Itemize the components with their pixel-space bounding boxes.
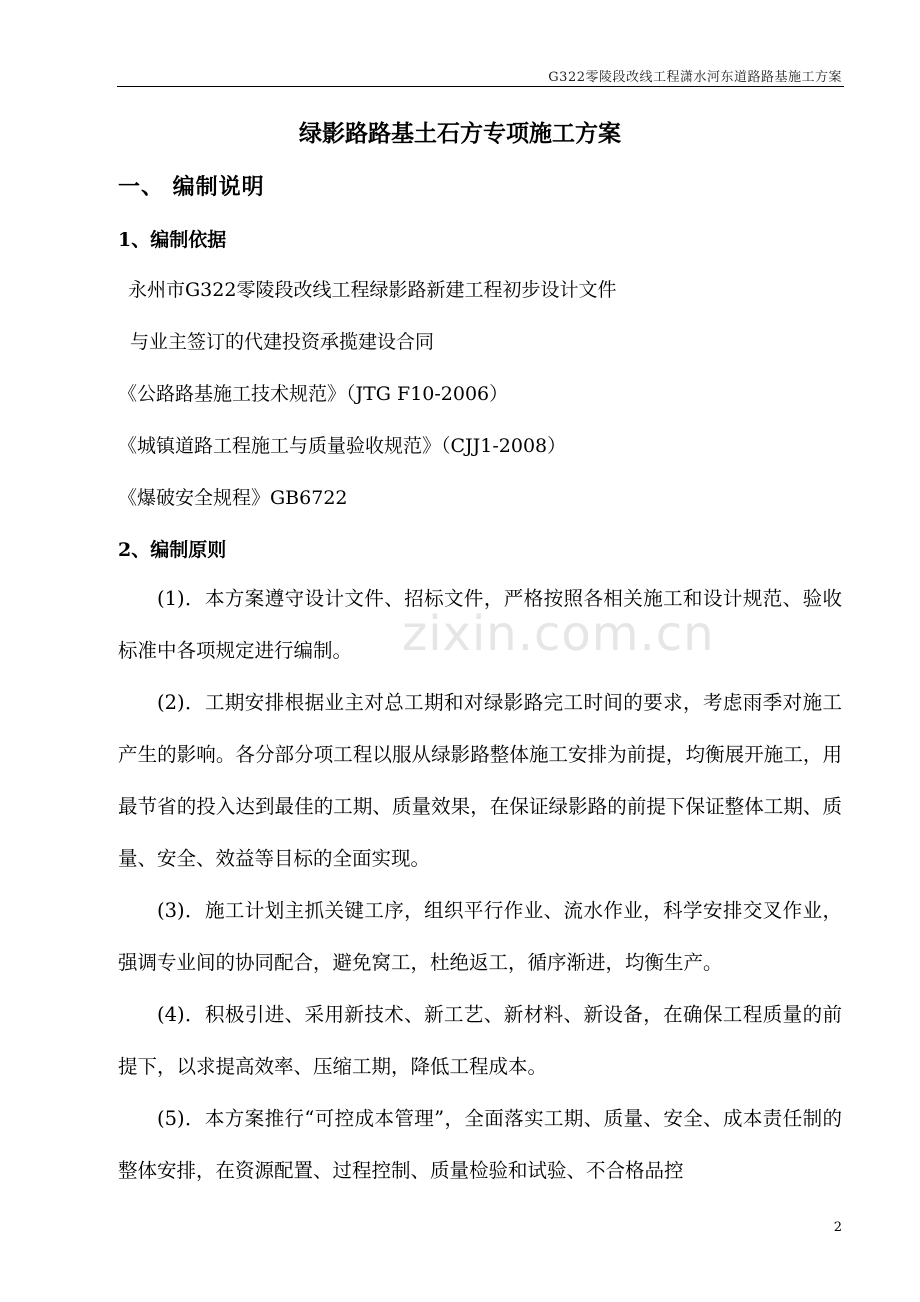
principle-paragraph: (3)．施工计划主抓关键工序，组织平行作业、流水作业，科学安排交叉作业，强调专业间的协同配合，避免窝工，杜绝返工，循序渐进，均衡生产。 (118, 899, 842, 974)
basis-item: 《公路路基施工技术规范》（JTG F10-2006） (118, 383, 509, 405)
basis-heading: 1、编制依据 (118, 229, 227, 251)
watermark: zixin.com.cn (402, 606, 715, 662)
page-number: 2 (833, 1220, 842, 1235)
basis-item: 与业主签订的代建投资承揽建设合同 (130, 331, 435, 353)
principles-heading: 2、编制原则 (118, 539, 227, 561)
document-title: 绿影路路基土石方专项施工方案 (299, 120, 621, 147)
principle-paragraph: (2)．工期安排根据业主对总工期和对绿影路完工时间的要求，考虑雨季对施工产生的影响。各分部分项工程以服从绿影路整体施工安排为前提，均衡展开施工，用最节省的投入达到最佳的工期、质量效果，在保证绿影路的前提下保证整体工期、质量、安全、效益等目标的全面实现。 (118, 691, 842, 870)
header-divider (117, 86, 844, 87)
principle-paragraph: (4)．积极引进、采用新技术、新工艺、新材料、新设备，在确保工程质量的前提下，以求提高效率、压缩工期，降低工程成本。 (118, 1003, 842, 1078)
basis-item: 《爆破安全规程》GB6722 (118, 487, 348, 509)
basis-item: 《城镇道路工程施工与质量验收规范》（CJJ1-2008） (118, 435, 567, 457)
running-header: G322零陵段改线工程潇水河东道路路基施工方案 (548, 70, 842, 85)
basis-item: 永州市G322零陵段改线工程绿影路新建工程初步设计文件 (128, 279, 617, 301)
principle-paragraph: (5)．本方案推行“可控成本管理”，全面落实工期、质量、安全、成本责任制的整体安排，在资源配置、过程控制、质量检验和试验、不合格品控 (118, 1107, 842, 1182)
principle-paragraph: (1)．本方案遵守设计文件、招标文件，严格按照各相关施工和设计规范、验收标准中各项规定进行编制。 (118, 587, 842, 662)
section-heading: 一、 编制说明 (118, 174, 265, 200)
